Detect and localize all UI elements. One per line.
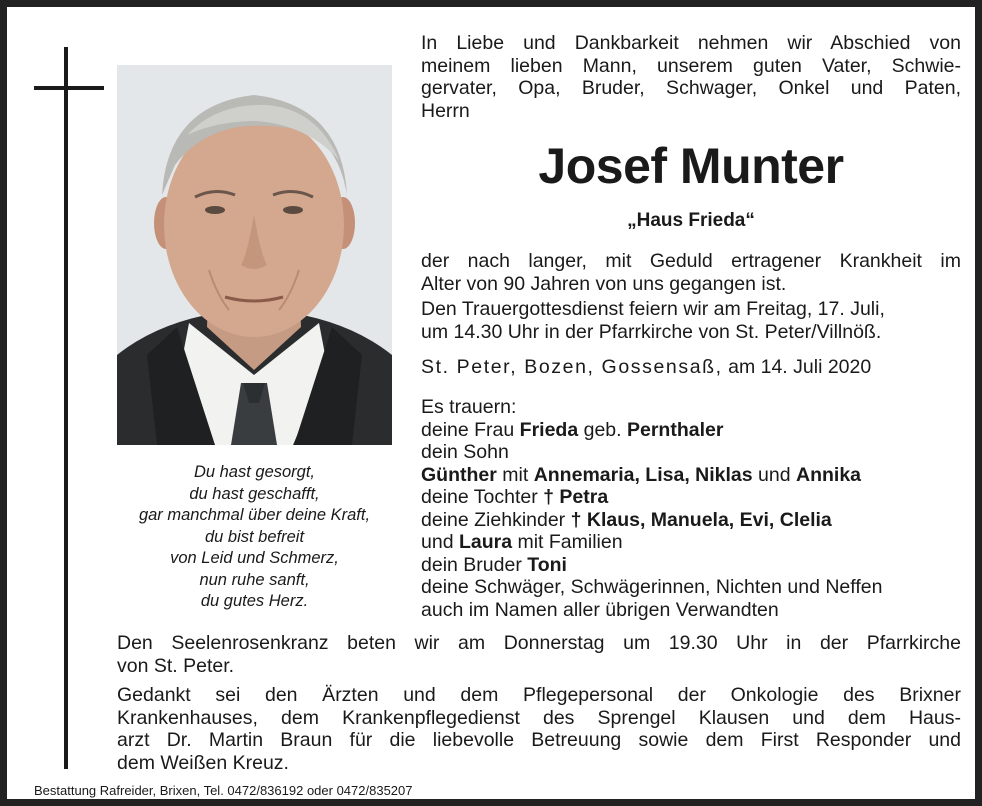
paragraph-line: dem Weißen Kreuz.: [117, 751, 289, 774]
mourner-line: [421, 554, 961, 577]
paragraph-line: um 14.30 Uhr in der Pfarrkirche von St. Peter/Villnöß.: [421, 320, 882, 343]
mourner-name: Toni: [527, 553, 567, 576]
mourner-text: deine Tochter: [421, 486, 544, 508]
poem-line: nun ruhe sanft,: [199, 570, 310, 589]
mourner-line: deine Schwäger, Schwägerinnen, Nichten und Neffen: [421, 576, 883, 598]
mourner-text: deine Ziehkinder: [421, 508, 571, 531]
cross-icon: [64, 47, 68, 769]
mourner-name: † Petra: [543, 486, 609, 508]
paragraph-line: Alter von 90 Jahren von uns gegangen ist.: [421, 272, 787, 295]
paragraph-line: Krankenhauses, dem Krankenpflegedienst des Sprengel Klausen und dem Haus-: [117, 706, 961, 729]
passing-paragraph: [421, 250, 961, 295]
poem-line: gar manchmal über deine Kraft,: [138, 506, 371, 524]
mourner-name: Annika: [796, 463, 862, 486]
mourner-text: mit: [496, 463, 534, 486]
cross-icon-bar: [34, 86, 104, 90]
mourner-line: dein Sohn: [421, 441, 509, 463]
intro-line: meinem lieben Mann, unserem guten Vater, Schwie-: [421, 54, 961, 77]
portrait-photo: [117, 65, 392, 445]
mourner-text: mit Familien: [512, 531, 623, 553]
paragraph-line: Den Seelenrosenkranz beten wir am Donnerstag um 19.30 Uhr in der Pfarrkirche: [117, 632, 961, 654]
mourner-name: Günther: [421, 463, 497, 486]
poem-line: du gutes Herz.: [200, 592, 309, 610]
house-name: „Haus Frieda“: [627, 210, 755, 231]
mourners-list: [421, 396, 961, 621]
date-place-date: am 14. Juli 2020: [722, 356, 872, 378]
paragraph-line: der nach langer, mit Geduld ertragener Krankheit im: [421, 250, 961, 272]
mourners-intro: Es trauern:: [421, 396, 517, 418]
date-place: [421, 356, 961, 379]
mourner-line: [421, 464, 961, 487]
mourner-name: † Klaus, Manuela, Evi, Clelia: [570, 508, 832, 531]
thanks-paragraph: [117, 684, 961, 774]
mourner-line: [421, 486, 961, 509]
mourner-text: geb.: [578, 418, 627, 441]
mourner-line: [421, 531, 961, 554]
rosary-paragraph: [117, 632, 961, 677]
paragraph-line: Gedankt sei den Ärzten und dem Pflegepersonal der Onkologie des Brixner: [117, 684, 961, 706]
mourner-text: dein Bruder: [421, 553, 528, 576]
intro-line: In Liebe und Dankbarkeit nehmen wir Abschied von: [421, 32, 961, 54]
mourner-line: [421, 509, 961, 532]
funeral-home-footer: Bestattung Rafreider, Brixen, Tel. 0472/836192 oder 0472/835207: [34, 783, 413, 798]
date-place-prefix: St. Peter, Bozen, Gossensaß,: [421, 356, 723, 378]
mourner-line: auch im Namen aller übrigen Verwandten: [421, 598, 779, 621]
poem-line: du bist befreit: [204, 527, 305, 546]
deceased-name: Josef Munter: [538, 138, 844, 194]
poem-line: von Leid und Schmerz,: [170, 549, 339, 567]
mourner-text: und: [421, 531, 459, 553]
mourner-name: Laura: [458, 531, 513, 553]
intro-text: [421, 32, 961, 122]
mourner-name: Pernthaler: [626, 418, 724, 441]
mourner-line: [421, 419, 961, 442]
funeral-paragraph: [421, 298, 961, 343]
mourner-text: und: [752, 463, 796, 486]
poem-line: Du hast gesorgt,: [193, 463, 316, 481]
paragraph-line: arzt Dr. Martin Braun für die liebevolle Betreuung sowie dem First Responder und: [117, 729, 961, 751]
mourner-name: Frieda: [519, 418, 579, 441]
poem-line: du hast geschafft,: [189, 484, 320, 503]
mourner-name: Annemaria, Lisa, Niklas: [533, 463, 753, 486]
paragraph-line: Den Trauergottesdienst feiern wir am Freitag, 17. Juli,: [421, 298, 885, 320]
intro-line: Herrn: [421, 99, 470, 122]
paragraph-line: von St. Peter.: [117, 654, 235, 677]
mourner-text: deine Frau: [421, 418, 520, 441]
poem: [117, 462, 392, 613]
intro-line: gervater, Opa, Bruder, Schwager, Onkel und Paten,: [421, 77, 961, 99]
